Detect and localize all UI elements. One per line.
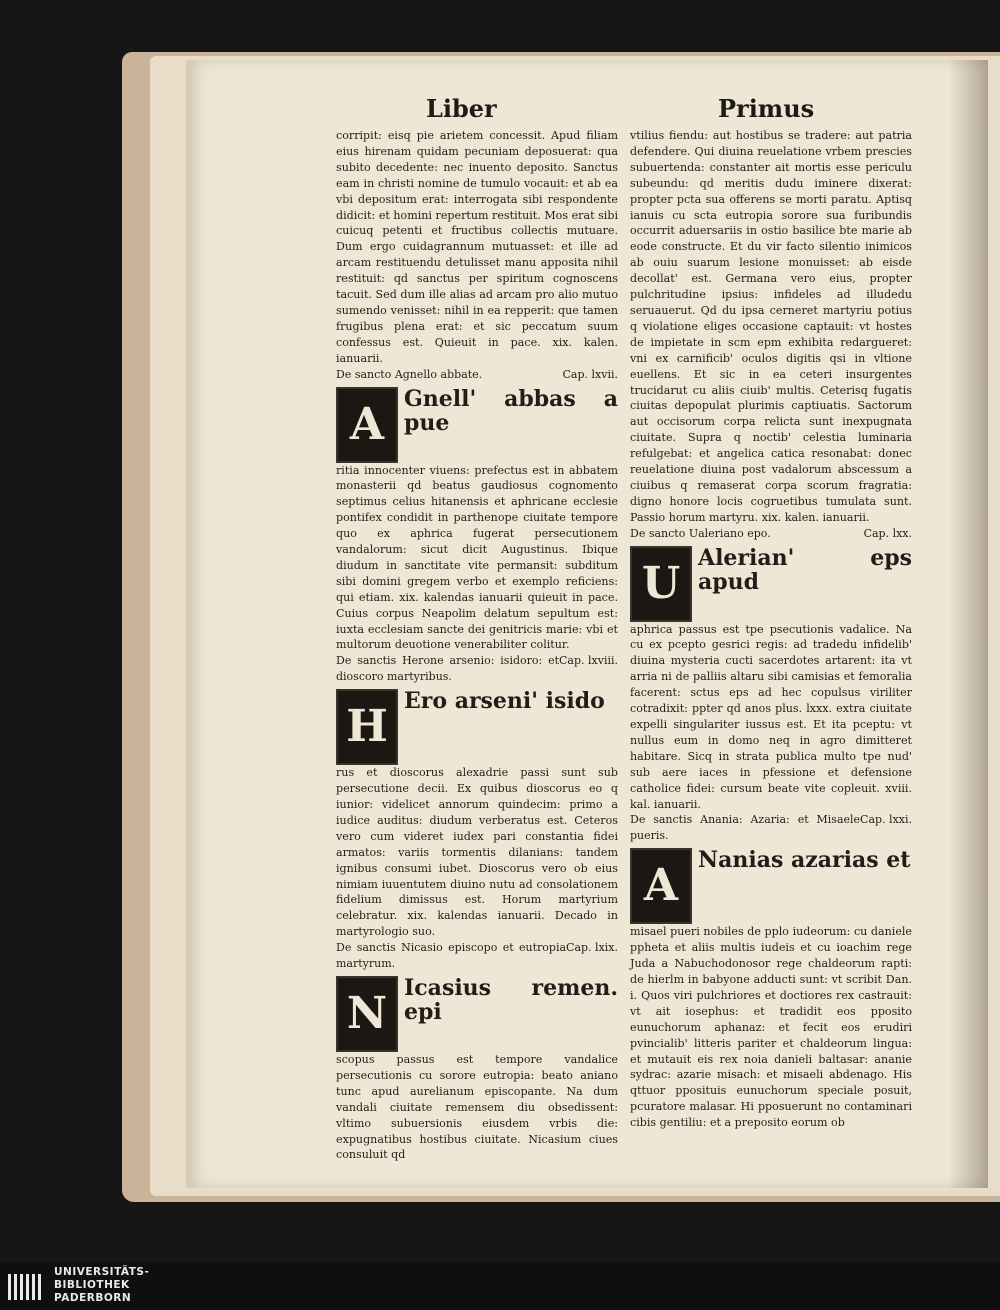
decorated-initial: U (630, 546, 692, 622)
chapter-number: Cap. lxix. (566, 941, 618, 955)
running-header-right: Primus (718, 94, 815, 123)
library-name-line1: UNIVERSITÄTS- (54, 1266, 150, 1278)
section-with-initial (630, 848, 912, 1131)
right-column (630, 128, 912, 1131)
body-paragraph: corripit: eisq pie arietem concessit. Apud filiam eius hirenam quidam pecuniam deposuerat: qua subito decedente: nec inuento deposito. Sanctus eam in christi nomine de tumulo vocauit: et ab ea vbi depositum erat: interrogata sibi respondente didicit: et homini repertum restituit. Mos erat sibi cuicuq petenti et fructibus collectis mutuare. Dum ergo cuidagrannum mutuasset: et ille ad arcam restituendu detulisset manu apposita nihil restituit: qd sanctus per spiritum cognoscens tacuit. Sed dum ille alias ad arcam pro alio mutuo sumendo venisset: nihil in ea repperit: que tamen frugibus plena erat: et sic peccatum suum confessus est. Quieuit in pace. xix. kalen. ianuarii. (336, 129, 618, 365)
body-paragraph: ritia innocenter viuens: prefectus est in abbatem monasterii qd beatus gaudiosus cognomento septimus celius hitanensis et aphricane ecclesie pontifex condidit in parthenope ciuitate tempore quo ex aphrica fugerat persecutionem vandalorum: sicut dicit Augustinus. Ibique diudum in sanctitate vite permansit: subditum sibi domini gregem verbo et exemplo reficiens: qui etiam. xix. kalendas ianuarii quieuit in pace. Cuius corpus Neapolim delatum sepultum est: iuxta ecclesiam sancte dei genitricis marie: vbi et multorum deuotione venerabiliter colitur. (336, 463, 618, 652)
chapter-heading-title: De sanctis Anania: Azaria: et Misaele pueris. (630, 813, 861, 843)
initial-first-line: Icasius remen. epi (404, 974, 618, 1025)
initial-row (336, 976, 618, 1052)
initial-first-line: Gnell' abbas a pue (404, 385, 618, 436)
chapter-heading (630, 526, 912, 542)
body-paragraph: scopus passus est tempore vandalice persecutionis cu sorore eutropia: beato aniano tunc apud aurelianum episcopante. Na dum vandali ciuitate remensem diu obsedissent: vltimo subuersionis eiusdem vrbis die: expugnatibus hostibus ciuitate. Nicasium ciues consuluit qd (336, 1052, 618, 1162)
running-header-left: Liber (426, 94, 497, 123)
body-paragraph: rus et dioscorus alexadrie passi sunt sub persecutione decii. Ex quibus dioscorus eo q iunior: videlicet annorum quindecim: primo a iudice auditus: diudum verberatus est. Ceteros vero cum videret iudex pari constantia fidei armatos: variis tormentis dilanians: tandem ignibus consumi iubet. Dioscorus vero ob eius nimiam iuuentutem diuino nutu ad consolationem fidelium dimissus est. Horum martyrium celebratur. xix. kalendas ianuarii. Decado in martyrologio suo. (336, 766, 618, 939)
library-name (54, 1266, 149, 1305)
section-with-initial (630, 546, 912, 813)
chapter-heading (630, 812, 912, 844)
section-with-initial (336, 689, 618, 940)
gutter-shadow (948, 60, 988, 1188)
chapter-number: Cap. lxviii. (559, 654, 618, 668)
body-paragraph: aphrica passus est tpe psecutionis vadalice. Na cu ex pcepto gesrici regis: ad tradedu infidelib' diuina mysteria cucti sacerdotes artarent: ita vt arria ni de palliis altaru sibi camisias et femoralia facerent: sctus eps ad hec copulsus viriliter cotradixit: ppter qd anos plus. lxxx. extra ciuitate expelli singulariter iussus est. Et ita pceptu: vt nullus eum in domo neq in agro dimitteret habitare. Sicq in strata publica multo tpe nud' sub aere iaces in pfessione et defensione catholice fidei: cursum beate vite copleuit. xviii. kal. ianuarii. (630, 622, 912, 811)
initial-first-line: Alerian' eps apud (698, 544, 912, 595)
decorated-initial: H (336, 689, 398, 765)
section-with-initial (336, 387, 618, 654)
decorated-initial: A (630, 848, 692, 924)
chapter-heading-title: De sanctis Herone arsenio: isidoro: et dioscoro martyribus. (336, 654, 559, 684)
chapter-heading-title: De sancto Ualeriano epo. (630, 526, 771, 540)
initial-first-line: Nanias azarias et (698, 847, 911, 874)
decorated-initial: N (336, 976, 398, 1052)
chapter-heading (336, 367, 618, 383)
library-name-line3: PADERBORN (54, 1292, 132, 1304)
section-with-initial (336, 976, 618, 1163)
library-logo-icon (6, 1270, 46, 1304)
body-paragraph: misael pueri nobiles de pplo iudeorum: cu daniele pphetа et aliis multis iudeis et cu ioachim rege Juda a Nabuchodonosor rege chaldeorum rapti: de hierlm in babyone adducti sunt: vt scribit Dan. i. Quos viri pulchriores et doctiores rex castrauit: vt ait iosephus: et tradidit eos pposito eunuchorum aphanaz: et fecit eos erudiri pvincialib' litteris pariter et chaldeorum lingua: et mutauit eis rex noia danieli baltasar: ananie sydrac: azarie misach: et misaeli abdenago. His qttuor pposituis eunuchorum speciale posuit, pcuratore malasar. Hi pposuerunt no contaminari cibis gentiliu: et a preposito eorum ob (630, 925, 912, 1130)
chapter-number: Cap. lxvii. (562, 367, 618, 381)
library-footer (0, 1262, 1000, 1310)
initial-row (336, 387, 618, 463)
library-name-line2: BIBLIOTHEK (54, 1279, 130, 1291)
chapter-number: Cap. lxx. (863, 526, 912, 540)
chapter-heading (336, 940, 618, 972)
left-column (336, 128, 618, 1163)
initial-first-line: Ero arseni' isido (404, 688, 605, 715)
initial-row (630, 546, 912, 622)
chapter-heading (336, 653, 618, 685)
initial-row (630, 848, 912, 924)
chapter-heading-title: De sancto Agnello abbate. (336, 367, 483, 381)
chapter-heading-title: De sanctis Nicasio episcopo et eutropia martyrum. (336, 941, 567, 971)
initial-row (336, 689, 618, 765)
book-page (186, 60, 988, 1188)
chapter-number: Cap. lxxi. (860, 813, 912, 827)
decorated-initial: A (336, 387, 398, 463)
body-paragraph: vtilius fiendu: aut hostibus se tradere: aut patria defendere. Qui diuina reuelatione vrbem prescies subuertenda: constanter ait mortis esse periculu subeundu: qd meritis dudu iminere dixerat: propter pcta sua offerens se morti paratu. Aptisq ianuis cu scta eutropia sorore sua furibundis occurrit aduersariis in ostio basilice bte marie ab eode constructe. Et du vir facto silentio inimicos ab ouiu suarum lesione monuisset: ab eisde decollat' est. Germana vero eius, propter pulchritudine ipsius: infideles ad illudedu seruauerut. Qd du ipsa cerneret martyriu potius q violatione eliges occasione captauit: vt hostes de impietate in scm epm exhibita redargueret: vni ex carnificib' oculos digitis qsi in vltione euellens. Et sic in ea ceteri insurgentes trucidarut cu aliis ciuib' multis. Ceterisq fugatis ciuitas depopulat plurimis captiuatis. Sactorum aut occisorum corpa relicta sunt inexpugnata ciuitate. Supra q noctib' celestia luminaria refulgebat: et angelica catica resonabat: donec reuelatione diuina post vadalorum abscessum a ciuibus q remaserat corpa scorum fragratia: digno honore locis cogruetibus tumulata sunt. Passio horum martyru. xix. kalen. ianuarii. (630, 129, 912, 524)
